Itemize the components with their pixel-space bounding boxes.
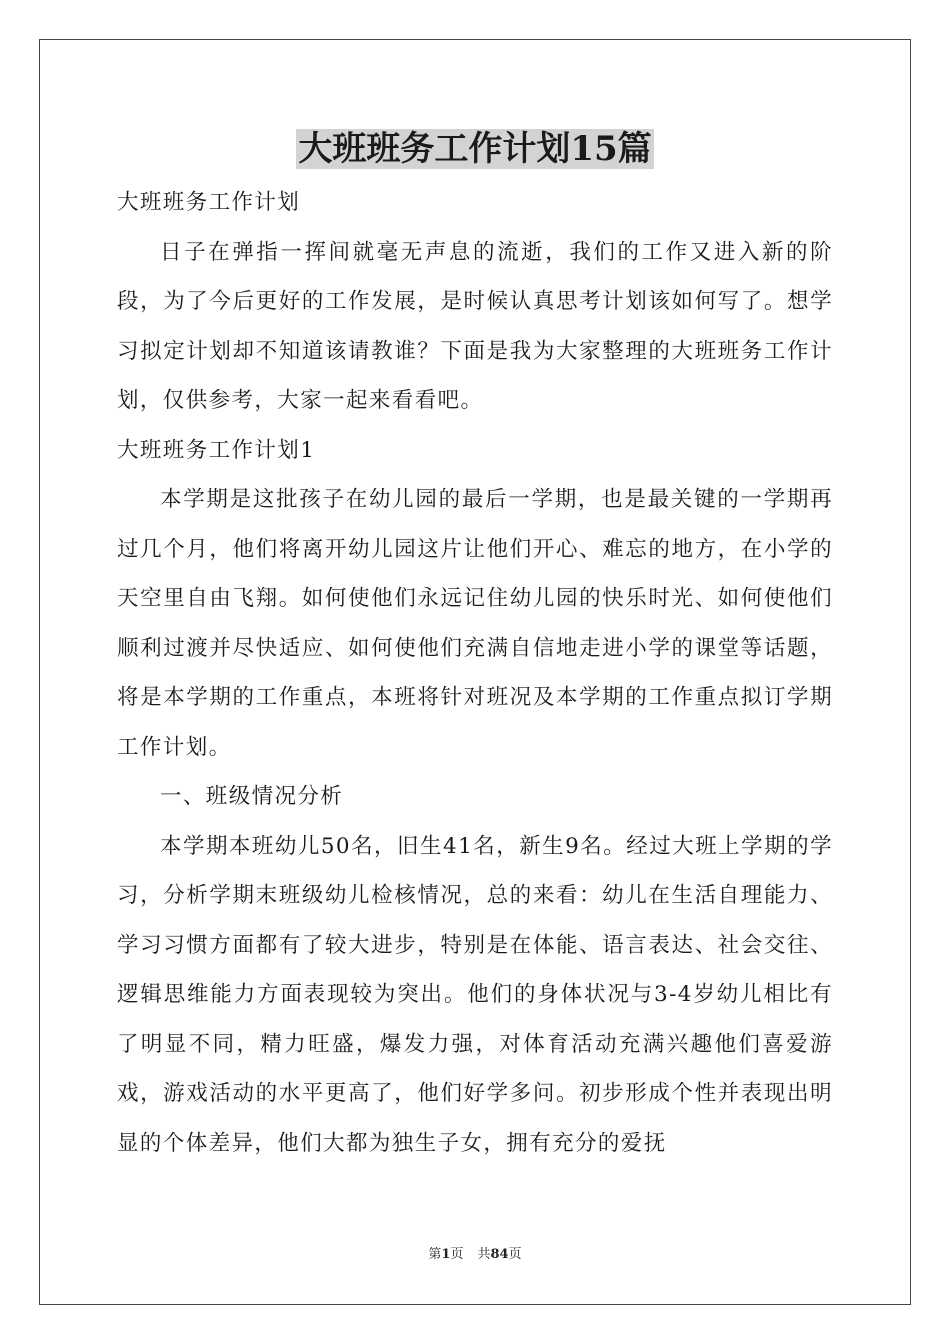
- paragraph: 本学期本班幼儿50名，旧生41名，新生9名。经过大班上学期的学习，分析学期末班级幼儿检核情况，总的来看：幼儿在生活自理能力、学习习惯方面都有了较大进步，特别是在体能、语言表达、社会交往、逻辑思维能力方面表现较为突出。他们的身体状况与3-4岁幼儿相比有了明显不同，精力旺盛，爆发力强，对体育活动充满兴趣他们喜爱游戏，游戏活动的水平更高了，他们好学多问。初步形成个性并表现出明显的个体差异，他们大都为独生子女，拥有充分的爱抚: [117, 833, 833, 1156]
- paragraph: 大班班务工作计划: [117, 190, 301, 215]
- paragraph: 大班班务工作计划1: [117, 437, 316, 463]
- total-suffix: 页: [508, 1247, 522, 1262]
- paragraph: 本学期是这批孩子在幼儿园的最后一学期，也是最关键的一学期再过几个月，他们将离开幼儿园这片让他们开心、难忘的地方，在小学的天空里自由飞翔。如何使他们永远记住幼儿园的快乐时光、如何使他们顺利过渡并尽快适应、如何使他们充满自信地走进小学的课堂等话题，将是本学期的工作重点，本班将针对班况及本学期的工作重点拟订学期工作计划。: [117, 487, 833, 760]
- total-prefix: 共: [477, 1247, 491, 1262]
- current-page-number: 1: [441, 1247, 451, 1262]
- document-title: [0, 126, 950, 172]
- page-prefix: 第: [428, 1247, 442, 1262]
- page-suffix: 页: [450, 1247, 464, 1262]
- paragraph: 一、班级情况分析: [160, 784, 344, 809]
- document-title-text: 大班班务工作计划15篇: [298, 129, 652, 169]
- total-page-number: 84: [490, 1247, 509, 1262]
- paragraph: 日子在弹指一挥间就毫无声息的流逝，我们的工作又进入新的阶段，为了今后更好的工作发展，是时候认真思考计划该如何写了。想学习拟定计划却不知道该请教谁？下面是我为大家整理的大班班务工作计划，仅供参考，大家一起来看看吧。: [117, 239, 833, 413]
- page-footer: [0, 1246, 950, 1264]
- document-body: [117, 178, 833, 1168]
